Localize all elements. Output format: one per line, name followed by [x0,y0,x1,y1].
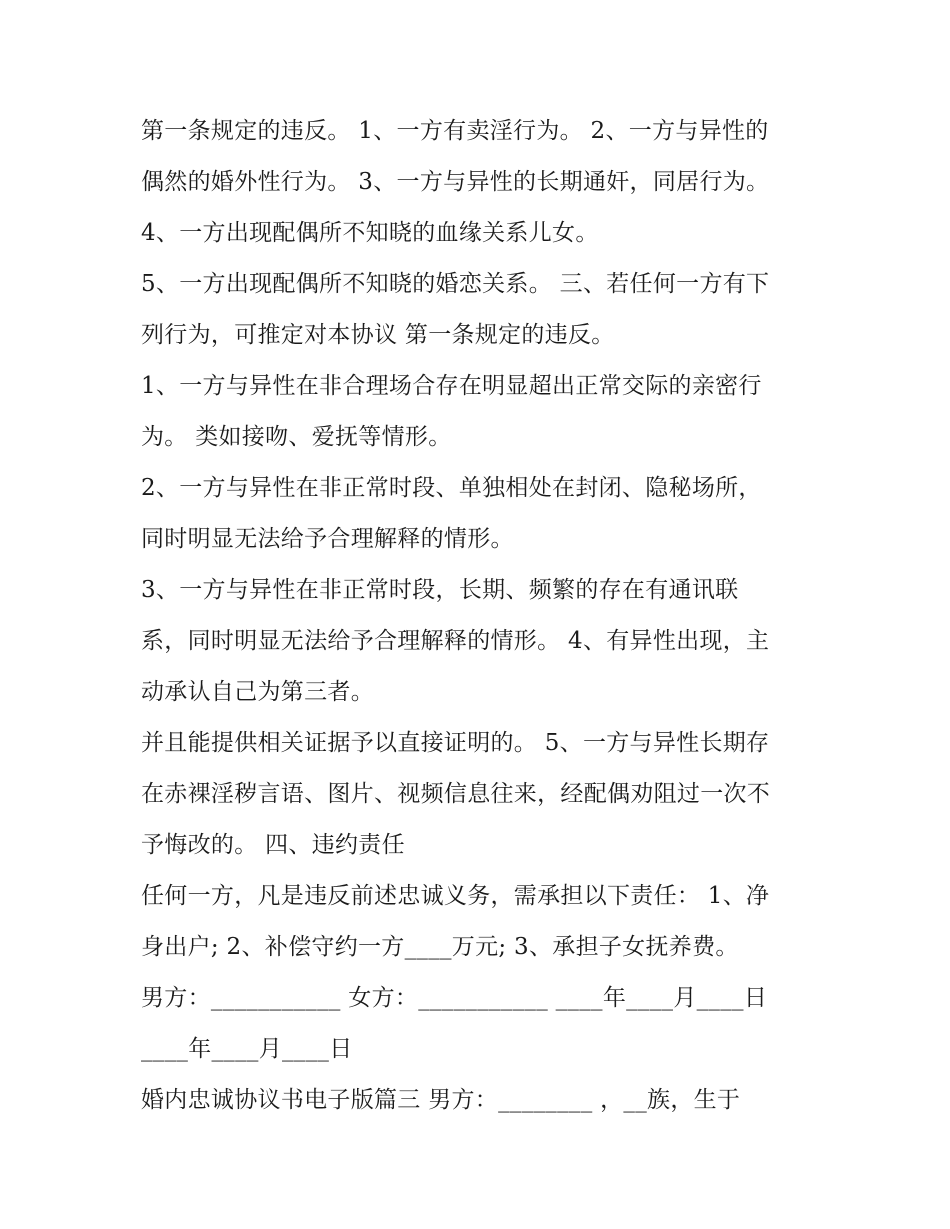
text-line: 动承认自己为第三者。 [141,679,374,705]
text-line: 2、一方与异性在非正常时段、单独相处在封闭、隐秘场所， [141,475,762,501]
text-line: 5、一方出现配偶所不知晓的婚恋关系。 三、若任何一方有下 [141,271,770,297]
text-line: 予悔改的。 四、违约责任 [141,832,405,858]
date-line: ____年____月____日 [141,1036,353,1062]
text-line: 1、一方与异性在非合理场合存在明显超出正常交际的亲密行 [141,373,762,399]
text-line: 列行为，可推定对本协议 第一条规定的违反。 [141,322,615,348]
text-line: 同时明显无法给予合理解释的情形。 [141,526,514,552]
document-body [141,106,831,1126]
text-line: 任何一方，凡是违反前述忠诚义务，需承担以下责任： 1、净 [141,883,770,909]
text-line: 为。 类如接吻、爱抚等情形。 [141,424,452,450]
section-heading-line: 婚内忠诚协议书电子版篇三 男方：________ ，__族，生于 [141,1087,741,1113]
text-line: 4、一方出现配偶所不知晓的血缘关系儿女。 [141,220,599,246]
text-line: 第一条规定的违反。 1、一方有卖淫行为。 2、一方与异性的 [141,118,769,144]
text-line: 偶然的婚外性行为。 3、一方与异性的长期通奸，同居行为。 [141,169,770,195]
text-line: 身出户; 2、补偿守约一方____万元; 3、承担子女抚养费。 [141,934,739,960]
text-line: 系，同时明显无法给予合理解释的情形。 4、有异性出现，主 [141,628,770,654]
text-line: 并且能提供相关证据予以直接证明的。 5、一方与异性长期存 [141,730,770,756]
text-line: 在赤裸淫秽言语、图片、视频信息往来，经配偶劝阻过一次不 [141,781,771,807]
text-line: 3、一方与异性在非正常时段，长期、频繁的存在有通讯联 [141,577,739,603]
signature-line: 男方：___________ 女方：___________ ____年____月____日 [141,985,768,1011]
